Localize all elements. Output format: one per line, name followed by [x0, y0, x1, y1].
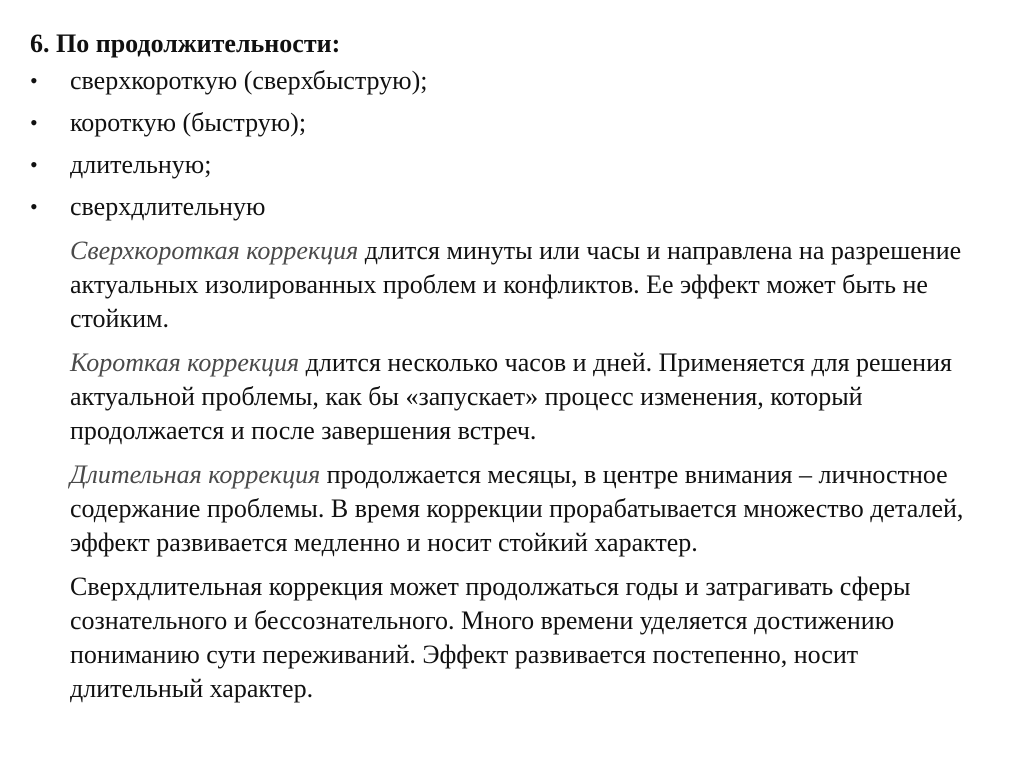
term-short: Короткая коррекция	[70, 348, 300, 377]
list-item-text: длительную;	[70, 150, 212, 179]
paragraph-text: продолжается месяцы, в центре внимания – личностное содержание проблемы. В время коррекции прорабатывается множество деталей, эффект развивается медленно и носит стойкий характер.	[70, 460, 964, 557]
paragraph-text: длится несколько часов и дней. Применяется для решения актуальной проблемы, как бы «запускает» процесс изменения, который продолжается и после завершения встреч.	[70, 348, 952, 445]
list-item-text: сверхкороткую (сверхбыструю);	[70, 66, 428, 95]
bullet-icon: •	[30, 194, 38, 219]
bullet-icon: •	[30, 152, 38, 177]
list-item	[30, 108, 984, 138]
list-item-text: сверхдлительную	[70, 192, 266, 221]
paragraph-text: Сверхдлительная коррекция может продолжаться годы и затрагивать сферы сознательного и бессознательного. Много времени уделяется достижению пониманию сути переживаний. Эффект развивается постепенно, носит длительный характер.	[70, 572, 911, 703]
paragraph-long	[70, 458, 984, 560]
term-ultrashort: Сверхкороткая коррекция	[70, 236, 359, 265]
bullet-icon: •	[30, 68, 38, 93]
paragraph-ultrashort	[70, 234, 984, 336]
paragraph-ultralong	[70, 570, 984, 706]
list-item	[30, 66, 984, 96]
duration-list	[30, 66, 984, 222]
paragraph-short	[70, 346, 984, 448]
list-item-text: короткую (быструю);	[70, 108, 307, 137]
slide-heading: 6. По продолжительности:	[30, 29, 341, 58]
paragraph-text: длится минуты или часы и направлена на разрешение актуальных изолированных проблем и конфликтов. Ее эффект может быть не стойким.	[70, 236, 962, 333]
list-item	[30, 192, 984, 222]
list-item	[30, 150, 984, 180]
term-long: Длительная коррекция	[70, 460, 321, 489]
bullet-icon: •	[30, 110, 38, 135]
